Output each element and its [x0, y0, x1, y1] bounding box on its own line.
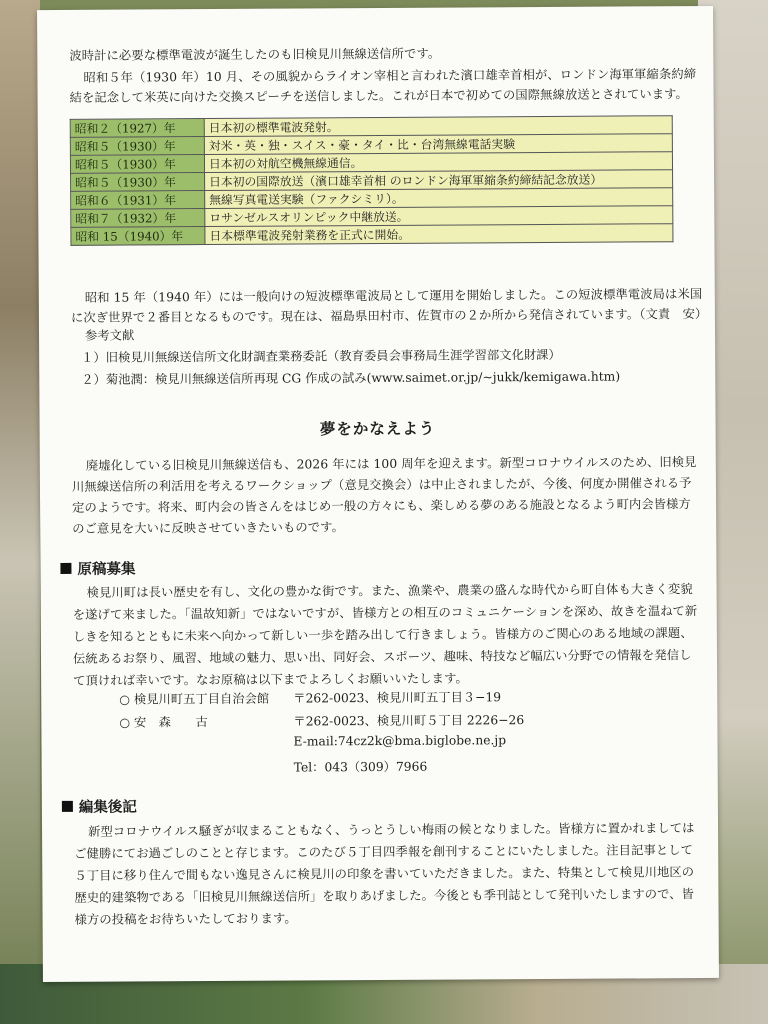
timeline-year: 昭和 15（1940）年 [71, 227, 205, 246]
timeline-year: 昭和５（1930）年 [70, 137, 204, 156]
recruit-heading [60, 557, 135, 578]
history-para2-line-2: に次ぎ世界で２番目となるものです。現在は、福島県田村市、佐賀市の２か所から発信されています。（文責 安） [70, 306, 708, 325]
dream-line: 定のようです。将来、町内会の皆さんをはじめ一般の方々にも、楽しめる夢のある施設となるよう町内会皆様方 [72, 497, 691, 515]
contact-name: ○ 検見川町五丁目自治会館 [119, 691, 270, 707]
dream-line: のご意見を大いに反映させていきたいものです。 [72, 520, 344, 536]
editorial-line: 様方の投稿をお待ちいたしております。 [74, 911, 297, 927]
square-bullet-icon [62, 801, 73, 812]
timeline-year: 昭和６（1931）年 [71, 191, 205, 210]
recruit-line: しきを知るとともに未来へ向かって新しい一歩を踏み出して行きましょう。皆様方のご関心のある地域の課題、 [72, 626, 693, 644]
editorial-line: ご健勝にてお過ごしのことと存じます。このたび５丁目四季報を創刊することにいたしました。注目記事として [74, 843, 694, 861]
dream-line: 廃墟化している旧検見川無線送信も、2026 年には 100 周年を迎えます。新型コロナウイルスのため、旧検見 [85, 455, 697, 473]
recruit-line: て頂ければ幸いです。なお原稿は以下までよろしくお願いいたします。 [73, 671, 468, 688]
editorial-line: 歴史的建築物である「旧検見川無線送信所」を取りあげました。今後とも季刊誌として発刊いたしますので、皆 [74, 887, 695, 905]
timeline-year: 昭和７（1932）年 [71, 209, 205, 228]
dream-line: 川無線送信所の利活用を考えるワークショップ（意見交換会）は中止されましたが、今後、何度か開催される予 [71, 476, 692, 494]
timeline-event: 日本初の国際放送（濱口雄幸首相 のロンドン海軍軍縮条約締結記念放送） [205, 170, 673, 191]
background-left [0, 0, 40, 1024]
table-row [71, 224, 673, 246]
editorial-line: 新型コロナウイルス騒ぎが収まることもなく、うっとうしい梅雨の候となりました。皆様方に置かれましては [88, 821, 695, 839]
history-para2-line-1: 昭和 15 年（1940 年）には一般向けの短波標準電波局として運用を開始しました。この短波標準電波局は米国 [84, 287, 703, 305]
timeline-year: 昭和２（1927）年 [70, 119, 204, 138]
timeline-event: ロサンゼルスオリンピック中継放送。 [205, 206, 673, 227]
newsletter-page [37, 6, 719, 982]
history-timeline-table [70, 115, 674, 246]
timeline-event: 日本初の対航空機無線通信。 [204, 152, 672, 173]
history-intro-line-3: 結を記念して米英に向けた交換スピーチを送信しました。これが日本で初めての国際無線放送とされています。 [69, 87, 688, 105]
references-heading: 参考文献 [84, 328, 135, 343]
recruit-line: 検見川町は長い歴史を有し、文化の豊かな街です。また、漁業や、農業の盛んな時代から町自体も大きく変貌 [86, 582, 693, 600]
editorial-line: ５丁目に移り住んで間もない逸見さんに検見川の印象を書いていただきました。また、特集として検見川地区の [74, 865, 695, 883]
recruit-line: を遂げて来ました。「温故知新」ではないですが、皆様方との相互のコミュニケーションを深め、故きを温ねて新 [72, 604, 698, 622]
timeline-event: 無線写真電送実験（ファクシミリ）。 [205, 188, 673, 209]
recruit-line: 伝統あるお祭り、風習、地域の魅力、思い出、同好会、スポーツ、趣味、特技など幅広い分野での情報を発信し [72, 648, 692, 666]
reference-item: ２）菊池潤：検見川無線送信所再現 CG 作成の試み(www.saimet.or.jp/~jukk/kemigawa.htm) [81, 369, 621, 387]
history-intro-line-1: 波時計に必要な標準電波が誕生したのも旧検見川無線送信所です。 [69, 46, 441, 63]
editorial-heading-text: 編集後記 [78, 799, 137, 816]
timeline-year: 昭和５（1930）年 [70, 155, 204, 174]
contact-name: ○ 安 森 古 [119, 715, 208, 730]
timeline-year: 昭和５（1930）年 [71, 173, 205, 192]
recruit-heading-text: 原稿募集 [77, 561, 136, 578]
timeline-event: 日本初の標準電波発射。 [204, 116, 672, 137]
dream-section-title: 夢をかなえよう [319, 418, 436, 439]
contact-address: 〒262-0023、検見川町五丁目３−19 [293, 690, 502, 706]
timeline-event: 対米・英・独・スイス・豪・タイ・比・台湾無線電話実験 [204, 134, 672, 155]
reference-item: １）旧検見川無線送信所文化財調査業務委託（教育委員会事務局生涯学習部文化財課） [81, 347, 561, 365]
contact-phone: Tel：043（309）7966 [293, 759, 428, 775]
contact-email: E-mail:74cz2k@bma.biglobe.ne.jp [293, 733, 507, 749]
square-bullet-icon [60, 563, 71, 574]
timeline-event: 日本標準電波発射業務を正式に開始。 [205, 224, 673, 245]
editorial-heading [62, 795, 137, 816]
contact-address: 〒262-0023、検見川町５丁目 2226−26 [293, 713, 525, 729]
history-intro-line-2: 昭和５年（1930 年）10 月、その風貌からライオン宰相と言われた濱口雄幸首相が、ロンドン海軍軍縮条約締 [83, 67, 697, 85]
